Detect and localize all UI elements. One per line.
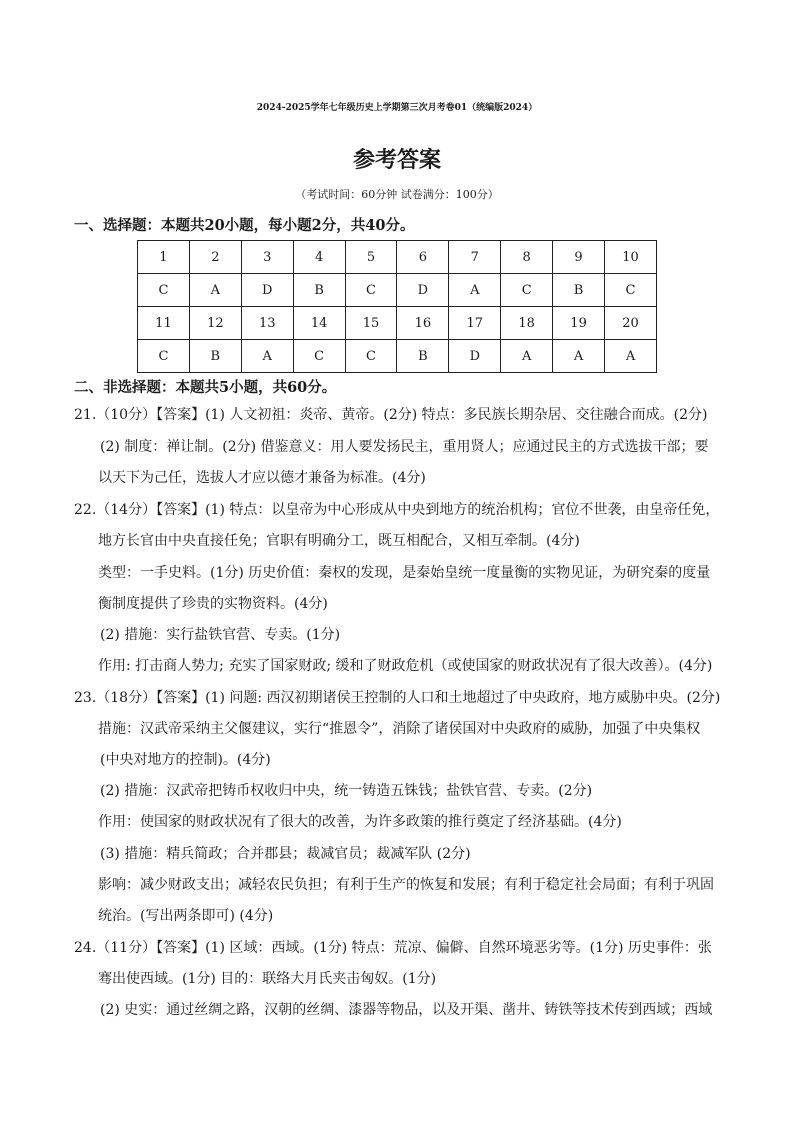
answer-cell: A [605, 340, 657, 373]
question-number-cell: 8 [501, 241, 553, 274]
answer-line: (2) 措施：实行盐铁官营、专卖。(1分) [100, 627, 341, 643]
answer-line: 21.（10分）【答案】(1) 人文初祖：炎帝、黄帝。(2分) 特点：多民族长期杂居、交往融合而成。(2分) [74, 407, 708, 423]
answer-line: (中央对地方的控制)。(4分) [100, 752, 271, 768]
question-number-cell: 11 [138, 307, 190, 340]
question-number-cell: 1 [138, 241, 190, 274]
answer-row [138, 340, 657, 373]
question-number-cell: 7 [449, 241, 501, 274]
section1-heading: 一、选择题：本题共20小题，每小题2分，共40分。 [74, 217, 415, 234]
answer-cell: C [138, 340, 190, 373]
answer-cell: B [397, 340, 449, 373]
answer-line: 作用：使国家的财政状况有了很大的改善，为许多政策的推行奠定了经济基础。(4分) [98, 814, 622, 830]
answer-line: (2) 制度：禅让制。(2分) 借鉴意义：用人要发扬民主，重用贤人；应通过民主的方式选拔干部；要 [100, 439, 709, 455]
question-number-cell: 13 [241, 307, 293, 340]
answer-cell: D [241, 274, 293, 307]
answer-cell: A [189, 274, 241, 307]
answer-cell: D [449, 340, 501, 373]
answer-cell: C [345, 274, 397, 307]
page-subtitle: 参考答案 [352, 147, 441, 173]
question-number-cell: 10 [605, 241, 657, 274]
answer-line: (2) 措施：汉武帝把铸币权收归中央，统一铸造五铢钱；盐铁官营、专卖。(2分) [100, 783, 593, 799]
answer-line: 骞出使西域。(1分) 目的：联络大月氏夹击匈奴。(1分) [98, 971, 437, 987]
answer-cell: C [293, 340, 345, 373]
answer-line: 衡制度提供了珍贵的实物资料。(4分) [98, 596, 328, 612]
question-number-row [138, 241, 657, 274]
answer-cell: B [189, 340, 241, 373]
answer-cell: B [293, 274, 345, 307]
question-number-cell: 16 [397, 307, 449, 340]
answer-line: (3) 措施：精兵简政；合并郡县；裁减官员；裁减军队 (2分) [100, 846, 471, 862]
answer-line: 统治。(写出两条即可) (4分) [98, 908, 274, 924]
question-number-cell: 6 [397, 241, 449, 274]
answer-cell: A [553, 340, 605, 373]
answer-cell: A [501, 340, 553, 373]
answer-line: 类型：一手史料。(1分) 历史价值：秦权的发现，是秦始皇统一度量衡的实物见证，为研究秦的度量 [98, 565, 711, 581]
answer-cell: C [138, 274, 190, 307]
answer-cell: D [397, 274, 449, 307]
question-number-cell: 3 [241, 241, 293, 274]
answer-line: 地方长官由中央直接任免；官职有明确分工，既互相配合，又相互牵制。(4分) [98, 533, 580, 549]
question-number-cell: 19 [553, 307, 605, 340]
answer-line: 22.（14分）【答案】(1) 特点：以皇帝为中心形成从中央到地方的统治机构；官位不世袭，由皇帝任免， [74, 502, 720, 518]
section2-heading: 二、非选择题：本题共5小题，共60分。 [74, 379, 337, 396]
answer-line: (2) 史实：通过丝绸之路，汉朝的丝绸、漆器等物品，以及开渠、凿井、铸铁等技术传到西域；西域 [100, 1002, 713, 1018]
question-number-cell: 2 [189, 241, 241, 274]
question-number-cell: 4 [293, 241, 345, 274]
question-number-row [138, 307, 657, 340]
question-number-cell: 20 [605, 307, 657, 340]
answer-line: 作用: 打击商人势力; 充实了国家财政; 缓和了财政危机（或使国家的财政状况有了很大改善）。(4分) [98, 658, 713, 674]
question-number-cell: 17 [449, 307, 501, 340]
answer-line: 24.（11分）【答案】(1) 区域：西域。(1分) 特点：荒凉、偏僻、自然环境恶劣等。(1分) 历史事件：张 [74, 940, 712, 956]
page-title: 2024-2025学年七年级历史上学期第三次月考卷01（统编版2024） [256, 103, 538, 113]
question-number-cell: 9 [553, 241, 605, 274]
answer-line: 以天下为己任，选拔人才应以德才兼备为标准。(4分) [98, 470, 426, 486]
answer-cell: C [345, 340, 397, 373]
question-number-cell: 18 [501, 307, 553, 340]
question-number-cell: 5 [345, 241, 397, 274]
question-number-cell: 15 [345, 307, 397, 340]
answer-cell: A [241, 340, 293, 373]
answer-line: 23.（18分）【答案】(1) 问题: 西汉初期诸侯王控制的人口和土地超过了中央政府，地方威胁中央。(2分) [74, 690, 721, 706]
answer-row [138, 274, 657, 307]
answer-table [137, 240, 657, 373]
question-number-cell: 12 [189, 307, 241, 340]
answer-line: 影响：减少财政支出；减轻农民负担；有利于生产的恢复和发展；有利于稳定社会局面；有利于巩固 [98, 877, 714, 893]
answer-cell: A [449, 274, 501, 307]
answer-cell: B [553, 274, 605, 307]
question-number-cell: 14 [293, 307, 345, 340]
answer-line: 措施：汉武帝采纳主父偃建议，实行“推恩令”，消除了诸侯国对中央政府的威胁，加强了中央集权 [98, 721, 701, 737]
exam-note: （考试时间：60分钟 试卷满分：100分） [295, 188, 499, 201]
answer-cell: C [605, 274, 657, 307]
answer-cell: C [501, 274, 553, 307]
